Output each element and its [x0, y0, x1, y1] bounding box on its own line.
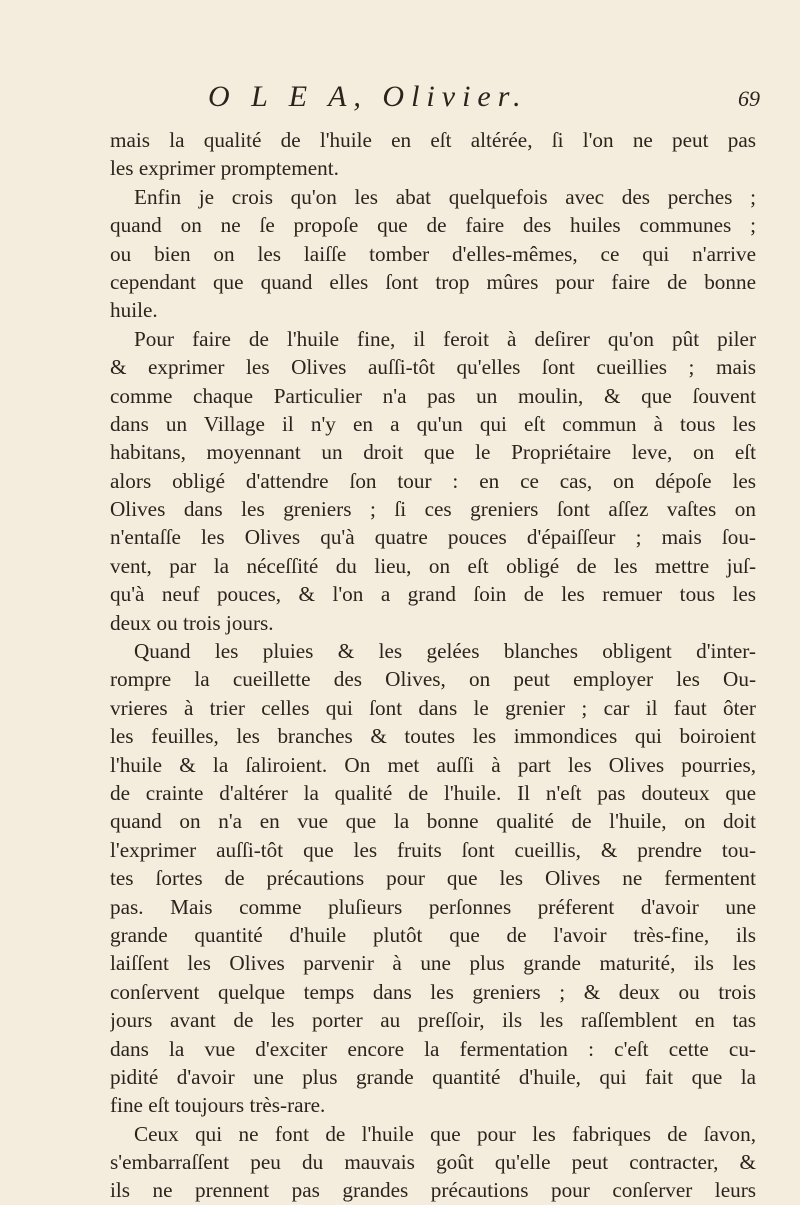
- running-head: [0, 80, 800, 120]
- text-line: cependant que quand elles ſont trop mûres pour faire de bonne: [110, 269, 756, 294]
- text-line: dans la vue d'exciter encore la fermentation : c'eſt cette cu-: [110, 1036, 756, 1061]
- text-line: les exprimer promptement.: [110, 156, 339, 181]
- text-line: quand on ne ſe propoſe que de faire des huiles communes ;: [110, 213, 756, 238]
- text-line: n'entaſſe les Olives qu'à quatre pouces d'épaiſſeur ; mais ſou-: [110, 525, 756, 550]
- text-line: conſervent quelque temps dans les greniers ; & deux ou trois: [110, 979, 756, 1004]
- text-line: habitans, moyennant un droit que le Propriétaire leve, on eſt: [110, 440, 756, 465]
- text-line: l'huile & la ſaliroient. On met auſſi à part les Olives pourries,: [110, 752, 756, 777]
- text-line: dans un Village il n'y en a qu'un qui eſt commun à tous les: [110, 411, 756, 436]
- text-line: & exprimer les Olives auſſi-tôt qu'elles ſont cueillies ; mais: [110, 355, 756, 380]
- text-line: Ceux qui ne font de l'huile que pour les fabriques de ſavon,: [134, 1121, 756, 1146]
- body-text: [110, 126, 756, 1205]
- text-line: alors obligé d'attendre ſon tour : en ce cas, on dépoſe les: [110, 468, 756, 493]
- text-line: deux ou trois jours.: [110, 610, 274, 635]
- text-line: qu'à neuf pouces, & l'on a grand ſoin de les remuer tous les: [110, 582, 756, 607]
- text-line: Quand les pluies & les gelées blanches obligent d'inter-: [134, 639, 756, 664]
- text-line: jours avant de les porter au preſſoir, ils les raſſemblent en tas: [110, 1008, 756, 1033]
- page-number: 69: [738, 86, 760, 111]
- running-head-title: O L E A, Olivier.: [208, 80, 528, 113]
- text-line: Olives dans les greniers ; ſi ces greniers ſont aſſez vaſtes on: [110, 497, 756, 522]
- text-line: mais la qualité de l'huile en eſt altérée, ſi l'on ne peut pas: [110, 128, 756, 152]
- text-line: pas. Mais comme pluſieurs perſonnes préferent d'avoir une: [110, 894, 756, 919]
- text-line: Enfin je crois qu'on les abat quelquefois avec des perches ;: [134, 184, 756, 209]
- text-line: ou bien on les laiſſe tomber d'elles-mêmes, ce qui n'arrive: [110, 241, 756, 266]
- text-line: laiſſent les Olives parvenir à une plus grande maturité, ils les: [110, 951, 756, 976]
- text-line: rompre la cueillette des Olives, on peut employer les Ou-: [110, 667, 756, 692]
- text-line: pidité d'avoir une plus grande quantité d'huile, qui fait que la: [110, 1064, 756, 1089]
- text-line: vrieres à trier celles qui ſont dans le grenier ; car il faut ôter: [110, 695, 756, 720]
- text-line: ils ne prennent pas grandes précautions pour conſerver leurs: [110, 1178, 756, 1203]
- text-line: les feuilles, les branches & toutes les immondices qui boiroient: [110, 724, 756, 749]
- text-line: grande quantité d'huile plutôt que de l'avoir très-fine, ils: [110, 922, 756, 947]
- text-line: de crainte d'altérer la qualité de l'huile. Il n'eſt pas douteux que: [110, 780, 756, 805]
- text-line: comme chaque Particulier n'a pas un moulin, & que ſouvent: [110, 383, 756, 408]
- text-line: Pour faire de l'huile fine, il feroit à deſirer qu'on pût piler: [134, 326, 756, 351]
- text-line: quand on n'a en vue que la bonne qualité de l'huile, on doit: [110, 809, 756, 834]
- text-line: s'embarraſſent peu du mauvais goût qu'elle peut contracter, &: [110, 1150, 756, 1175]
- text-line: huile.: [110, 298, 158, 323]
- text-line: l'exprimer auſſi-tôt que les fruits ſont cueillis, & prendre tou-: [110, 837, 756, 862]
- text-line: vent, par la néceſſité du lieu, on eſt obligé de les mettre juſ-: [110, 553, 756, 578]
- text-line: tes ſortes de précautions pour que les Olives ne fermentent: [110, 866, 756, 891]
- text-line: fine eſt toujours très-rare.: [110, 1093, 326, 1118]
